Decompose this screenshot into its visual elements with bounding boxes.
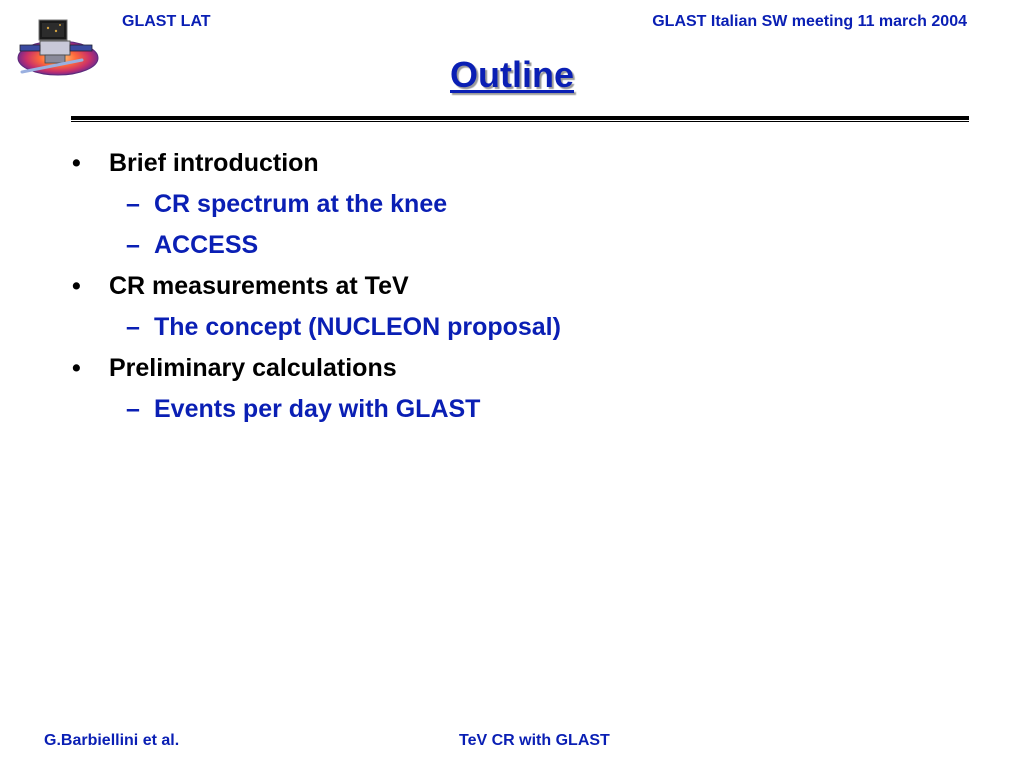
title-divider-thin <box>71 121 969 122</box>
dash-marker: – <box>126 313 140 341</box>
title-divider <box>71 116 969 120</box>
outline-subitem <box>0 228 1024 269</box>
outline-subitem-text: The concept (NUCLEON proposal) <box>154 313 561 341</box>
outline-item <box>0 269 1024 310</box>
bullet-marker: • <box>72 149 81 177</box>
outline-subitem <box>0 392 1024 433</box>
dash-marker: – <box>126 190 140 218</box>
footer-talk-title: TeV CR with GLAST <box>459 732 610 749</box>
outline-item-text: Preliminary calculations <box>109 354 397 382</box>
outline-list <box>0 146 1024 433</box>
bullet-marker: • <box>72 354 81 382</box>
outline-subitem <box>0 187 1024 228</box>
header-meeting-label: GLAST Italian SW meeting 11 march 2004 <box>652 13 967 30</box>
outline-subitem-text: CR spectrum at the knee <box>154 190 448 218</box>
dash-marker: – <box>126 231 140 259</box>
header-project-label: GLAST LAT <box>122 13 211 30</box>
slide-title: Outline <box>450 54 574 95</box>
outline-subitem-text: ACCESS <box>154 231 259 259</box>
dash-marker: – <box>126 395 140 423</box>
outline-subitem-text: Events per day with GLAST <box>154 395 481 423</box>
bullet-marker: • <box>72 272 81 300</box>
outline-subitem <box>0 310 1024 351</box>
outline-item-text: CR measurements at TeV <box>109 272 409 300</box>
footer-authors: G.Barbiellini et al. <box>44 732 180 749</box>
outline-item-text: Brief introduction <box>109 149 319 177</box>
outline-item <box>0 351 1024 392</box>
outline-item <box>0 146 1024 187</box>
